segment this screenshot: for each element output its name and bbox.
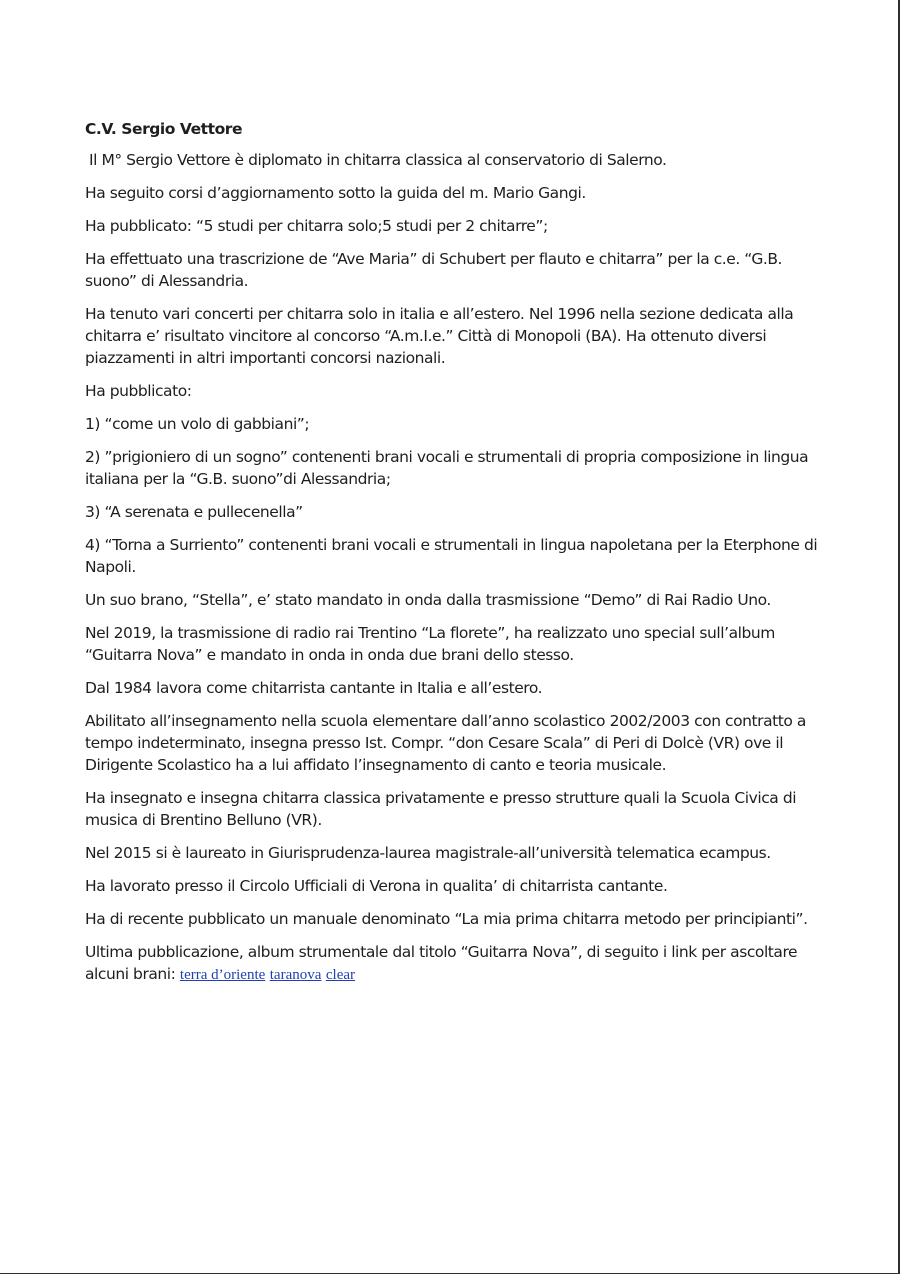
paragraph-radio-special: Nel 2019, la trasmissione di radio rai Trentino “La florete”, ha realizzato uno special sull’album “Guitarra Nova” e mandato in onda in onda due brani dello stesso. (85, 624, 775, 664)
last-publication-text: Ultima pubblicazione, album strumentale dal titolo “Guitarra Nova”, di seguito i link per ascoltare alcuni brani: (85, 943, 798, 983)
list-item-publication-2: 2) ”prigioniero di un sogno” contenenti brani vocali e strumentali di propria composizione in lingua italiana per la “G.B. suono”di Alessandria; (85, 448, 809, 488)
paragraph-published-studies: Ha pubblicato: “5 studi per chitarra solo;5 studi per 2 chitarre”; (85, 217, 548, 235)
document-title: C.V. Sergio Vettore (85, 120, 243, 138)
paragraph-transcription: Ha effettuato una trascrizione de “Ave Maria” di Schubert per flauto e chitarra” per la c.e. “G.B. suono” di Alessandria. (85, 250, 783, 290)
paragraph-courses: Ha seguito corsi d’aggiornamento sotto la guida del m. Mario Gangi. (85, 184, 586, 202)
paragraph-concerts: Ha tenuto vari concerti per chitarra solo in italia e all’estero. Nel 1996 nella sezione dedicata alla chitarra e’ risultato vincitore al concorso “A.m.I.e.” Città di Monopoli (BA). Ha ottenuto diversi piazzamenti in altri importanti concorsi nazionali. (85, 305, 794, 367)
paragraph-manual: Ha di recente pubblicato un manuale denominato “La mia prima chitarra metodo per principianti”. (85, 910, 808, 928)
paragraph-teaching-guitar: Ha insegnato e insegna chitarra classica privatamente e presso strutture quali la Scuola Civica di musica di Brentino Belluno (VR). (85, 789, 797, 829)
list-item-publication-3: 3) “A serenata e pullecenella” (85, 503, 303, 521)
paragraph-stella: Un suo brano, “Stella”, e’ stato mandato in onda dalla trasmissione “Demo” di Rai Radio Uno. (85, 591, 771, 609)
paragraph-circolo: Ha lavorato presso il Circolo Ufficiali di Verona in qualita’ di chitarrista cantante. (85, 877, 668, 895)
paragraph-diploma: Il M° Sergio Vettore è diplomato in chitarra classica al conservatorio di Salerno. (89, 151, 667, 169)
paragraph-teaching-school: Abilitato all’insegnamento nella scuola elementare dall’anno scolastico 2002/2003 con contratto a tempo indeterminato, insegna presso Ist. Compr. “don Cesare Scala” di Peri di Dolcè (VR) ove il Dirigente Scolastico ha a lui affidato l’insegnamento di canto e teoria musicale. (85, 712, 806, 774)
document-body (85, 118, 820, 997)
paragraph-last-publication (85, 941, 820, 986)
link-terra-doriente[interactable]: terra d’oriente (179, 967, 266, 983)
list-item-publication-4: 4) “Torna a Surriento” contenenti brani vocali e strumentali in lingua napoletana per la Eterphone di Napoli. (85, 536, 818, 576)
paragraph-degree: Nel 2015 si è laureato in Giurisprudenza-laurea magistrale-all’università telematica ecampus. (85, 844, 771, 862)
list-item-publication-1: 1) “come un volo di gabbiani”; (85, 415, 310, 433)
paragraph-career: Dal 1984 lavora come chitarrista cantante in Italia e all’estero. (85, 679, 543, 697)
link-taranova[interactable]: taranova (269, 967, 322, 983)
link-clear[interactable]: clear (325, 967, 356, 983)
paragraph-published-heading: Ha pubblicato: (85, 382, 192, 400)
